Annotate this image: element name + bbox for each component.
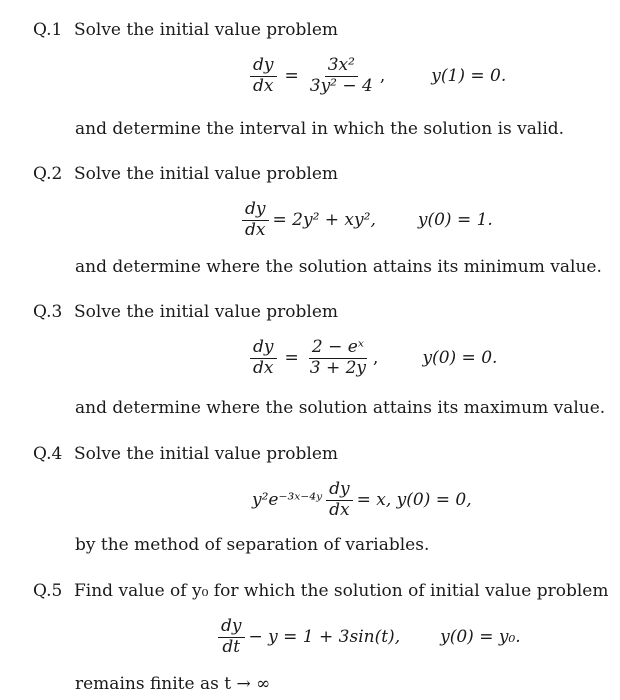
q4-prefix: y²e⁻³ˣ⁻⁴ʸ <box>252 490 323 511</box>
q1-dydx-num: dy <box>250 56 277 77</box>
q4-dydx <box>326 480 353 520</box>
q3-comma: , <box>373 348 379 369</box>
question-2-text: Solve the initial value problem <box>74 164 339 184</box>
q4-dydx-den: dx <box>329 499 350 520</box>
q1-rhs-fraction <box>307 56 376 96</box>
question-4-followup: by the method of separation of variables. <box>75 535 430 555</box>
question-2-equation <box>238 200 493 240</box>
question-5-prompt <box>33 583 608 600</box>
question-4-number: Q.4 <box>33 444 63 464</box>
q5-rhs: − y = 1 + 3sin(t), <box>248 627 401 648</box>
q3-equals-sign: = <box>284 348 299 369</box>
q1-comma: , <box>379 66 386 87</box>
question-3-followup: and determine where the solution attains its maximum value. <box>75 398 606 418</box>
question-2-number: Q.2 <box>33 164 63 184</box>
question-1-equation <box>246 56 506 96</box>
question-5-equation <box>214 617 521 657</box>
q3-rhs-fraction <box>307 338 369 378</box>
question-3-number: Q.3 <box>33 302 63 322</box>
q3-dydx-den: dx <box>253 357 274 378</box>
q2-dydx <box>242 200 269 240</box>
q5-dydt-den: dt <box>222 636 241 657</box>
question-2-followup: and determine where the solution attains its minimum value. <box>75 257 602 277</box>
q5-condition: y(0) = y₀. <box>440 627 521 648</box>
q1-condition: y(1) = 0. <box>431 66 507 87</box>
q5-dydt-num: dy <box>218 617 245 638</box>
question-2-prompt <box>33 166 338 183</box>
question-5-text: Find value of y₀ for which the solution of initial value problem <box>74 581 609 601</box>
q4-dydx-num: dy <box>326 480 353 501</box>
q2-dydx-den: dx <box>245 219 266 240</box>
question-1-text: Solve the initial value problem <box>74 20 339 40</box>
question-5-followup: remains finite as t → ∞ <box>75 674 271 694</box>
q2-rhs: = 2y² + xy², <box>272 210 376 231</box>
question-3-prompt <box>33 304 338 321</box>
question-1-number: Q.1 <box>33 20 63 40</box>
question-3-equation <box>246 338 497 378</box>
question-4-prompt <box>33 446 338 463</box>
q3-condition: y(0) = 0. <box>422 348 498 369</box>
question-4-equation <box>252 480 472 520</box>
q3-rhs-den: 3 + 2y <box>309 357 367 378</box>
q3-rhs-num: 2 − eˣ <box>309 338 367 359</box>
question-1-prompt <box>33 22 338 39</box>
q1-rhs-num: 3x² <box>325 56 358 77</box>
q2-dydx-num: dy <box>242 200 269 221</box>
q5-dydt <box>218 617 245 657</box>
question-4-text: Solve the initial value problem <box>74 444 339 464</box>
q1-rhs-den: 3y² − 4 <box>309 75 373 96</box>
question-1-followup: and determine the interval in which the solution is valid. <box>75 119 565 139</box>
q4-rhs: = x, y(0) = 0, <box>356 490 472 511</box>
question-3-text: Solve the initial value problem <box>74 302 339 322</box>
q3-dydx <box>250 338 277 378</box>
q1-dydx <box>250 56 277 96</box>
q1-equals-sign: = <box>284 66 299 87</box>
q3-dydx-num: dy <box>250 338 277 359</box>
q2-condition: y(0) = 1. <box>417 210 493 231</box>
question-5-number: Q.5 <box>33 581 63 601</box>
q1-dydx-den: dx <box>253 75 274 96</box>
